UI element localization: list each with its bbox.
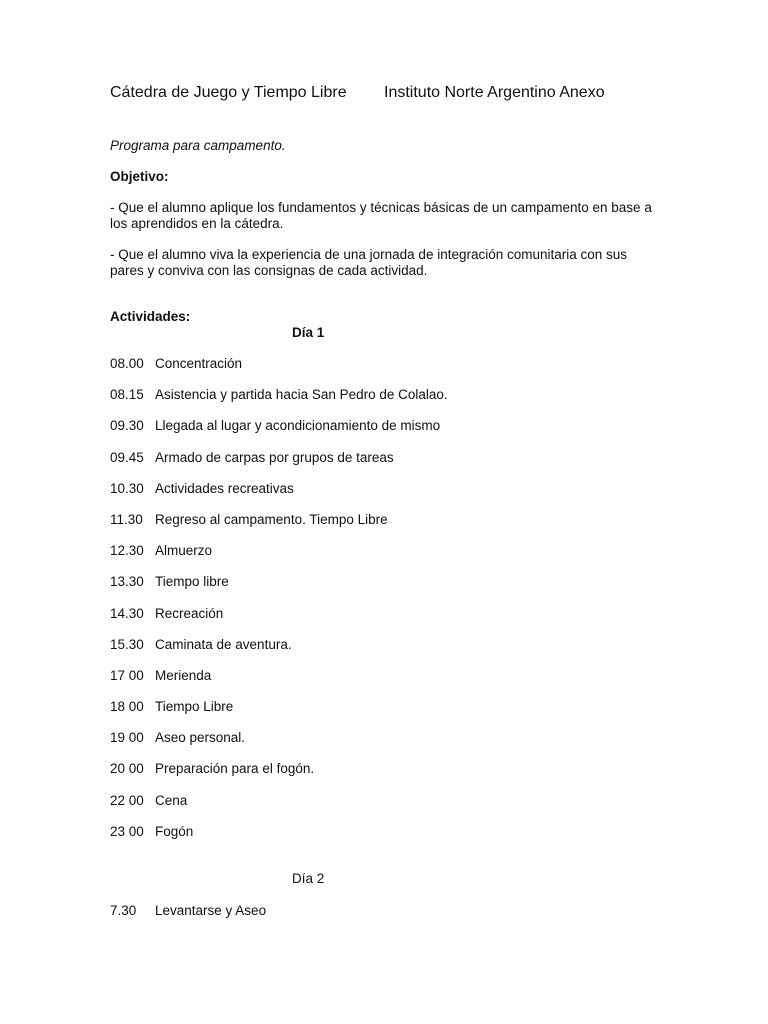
schedule-activity: Cena [155, 792, 188, 808]
schedule-time: 22 00 [110, 792, 144, 808]
schedule-activity: Tiempo libre [155, 574, 229, 590]
schedule-time: 09.45 [110, 449, 144, 465]
schedule-row [110, 761, 630, 792]
schedule-row [110, 543, 630, 574]
day2-label: Día 2 [292, 871, 325, 886]
schedule-row [110, 512, 630, 543]
institute-name: Instituto Norte Argentino Anexo [384, 84, 605, 101]
schedule-activity: Recreación [155, 605, 224, 621]
schedule-time: 14.30 [110, 605, 144, 621]
schedule-time: 10.30 [110, 480, 144, 496]
schedule-row [110, 730, 630, 761]
schedule-time: 19 00 [110, 730, 144, 746]
schedule-activity: Concentración [155, 356, 243, 371]
schedule-activity: Asistencia y partida hacia San Pedro de Colalao. [155, 387, 448, 403]
schedule-time: 20 00 [110, 761, 144, 777]
schedule-row [110, 793, 630, 824]
schedule-activity: Llegada al lugar y acondicionamiento de mismo [155, 418, 441, 434]
schedule-time: 18 00 [110, 699, 144, 715]
program-title: Programa para campamento. [110, 138, 286, 153]
schedule-activity: Preparación para el fogón. [155, 761, 315, 777]
schedule-time: 7.30 [110, 903, 137, 918]
schedule-row [110, 387, 630, 418]
schedule-activity: Almuerzo [155, 543, 213, 559]
schedule-activity: Tiempo Libre [155, 699, 234, 715]
schedule-time: 15.30 [110, 636, 144, 652]
activities-heading: Actividades: [110, 309, 191, 324]
schedule-time: 09.30 [110, 418, 144, 434]
schedule-time: 12.30 [110, 543, 144, 559]
schedule-row [110, 450, 630, 481]
schedule-time: 17 00 [110, 667, 144, 683]
day1-schedule [110, 356, 630, 855]
schedule-time: 08.15 [110, 387, 144, 403]
schedule-row [110, 574, 630, 605]
schedule-row [110, 418, 630, 449]
schedule-row [110, 699, 630, 730]
schedule-time: 11.30 [110, 511, 143, 527]
schedule-row [110, 668, 630, 699]
schedule-row [110, 356, 630, 387]
day1-label: Día 1 [292, 325, 325, 340]
schedule-activity: Aseo personal. [155, 730, 246, 746]
schedule-time: 23 00 [110, 823, 144, 839]
schedule-activity: Caminata de aventura. [155, 636, 292, 652]
schedule-row [110, 606, 630, 637]
schedule-activity: Fogón [155, 823, 194, 839]
schedule-time: 13.30 [110, 574, 144, 590]
objective-item-2: - Que el alumno viva la experiencia de una jornada de integración comunitaria con sus pares y conviva con las consignas de cada actividad. [110, 247, 628, 278]
schedule-activity: Levantarse y Aseo [155, 903, 267, 918]
schedule-activity: Merienda [155, 667, 212, 683]
schedule-activity: Actividades recreativas [155, 480, 294, 496]
chair-title: Cátedra de Juego y Tiempo Libre [110, 84, 347, 101]
schedule-time: 08.00 [110, 356, 144, 371]
schedule-row [110, 824, 630, 855]
schedule-activity: Regreso al campamento. Tiempo Libre [155, 511, 388, 527]
schedule-row [110, 637, 630, 668]
schedule-activity: Armado de carpas por grupos de tareas [155, 449, 394, 465]
schedule-row [110, 481, 630, 512]
objective-heading: Objetivo: [110, 169, 169, 184]
objective-item-1: - Que el alumno aplique los fundamentos y técnicas básicas de un campamento en base a los aprendidos en la cátedra. [110, 200, 652, 231]
